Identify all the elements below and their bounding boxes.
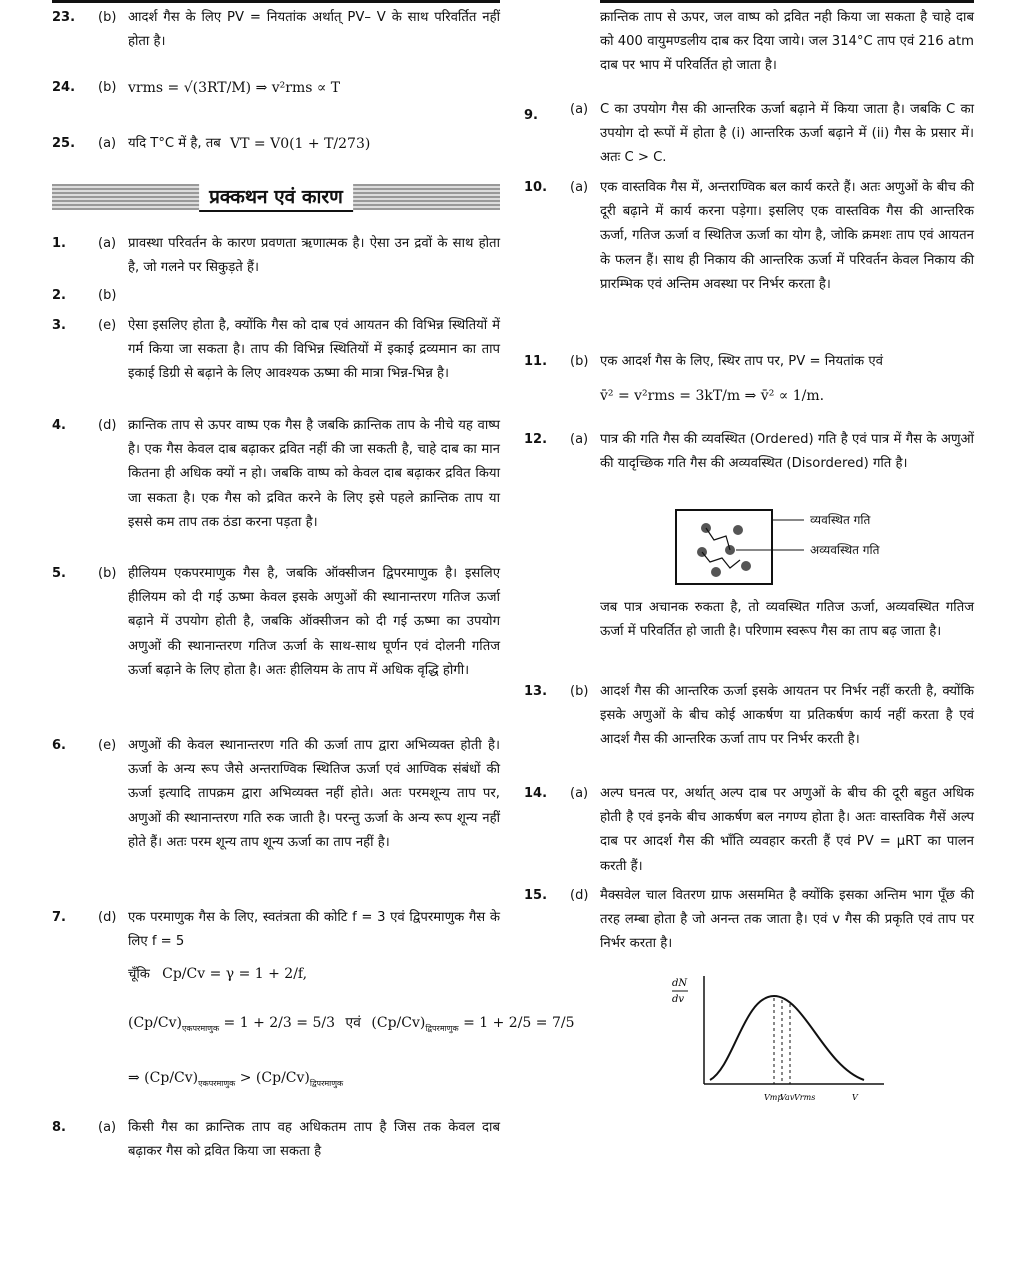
answer-option: (e) bbox=[98, 738, 117, 753]
molecule bbox=[711, 567, 721, 577]
answer-number: 7. bbox=[52, 910, 66, 925]
answer-text: आदर्श गैस के लिए PV = नियतांक अर्थात् PV– V के साथ परिवर्तित नहीं होता है। bbox=[128, 10, 500, 50]
answer-option: (d) bbox=[98, 910, 117, 925]
path-arrow bbox=[702, 552, 740, 568]
answer-text-after: जब पात्र अचानक रुकता है, तो व्यवस्थित गतिज ऊर्जा, अव्यवस्थित गतिज ऊर्जा में परिवर्तित हो जाती है। परिणाम स्वरूप गैस का ताप बढ़ जाता है। bbox=[600, 600, 974, 640]
answer-number: 12. bbox=[524, 432, 548, 447]
top-rule bbox=[600, 0, 974, 3]
answer-text: प्रावस्था परिवर्तन के कारण प्रवणता ऋणात्मक है। ऐसा उन द्रवों के साथ होता है, जो गलने पर सिकुड़ते हैं। bbox=[128, 236, 500, 276]
answer-option: (a) bbox=[570, 102, 589, 117]
answer-10 bbox=[524, 176, 974, 348]
answer-text: ऐसा इसलिए होता है, क्योंकि गैस को दाब एवं आयतन की विभिन्न स्थितियों में गर्म किया जा सकता है। ताप की विभिन्न स्थितियों में इकाई द्रव्यमान का ताप इकाई डिग्री से बढ़ाने के लिए आवश्यक ऊष्मा की मात्रा भिन्न-भिन्न है। bbox=[128, 318, 500, 382]
answer-text: C का उपयोग गैस की आन्तरिक ऊर्जा बढ़ाने में किया जाता है। जबकि C का उपयोग दो रूपों में होता है (i) आन्तरिक ऊर्जा बढ़ाने में (ii) गैस के प्रसार में। अतः C > C. bbox=[600, 102, 974, 166]
answer-25 bbox=[52, 124, 500, 166]
answer-number: 9. bbox=[524, 108, 538, 123]
label-ordered-motion: व्यवस्थित गति bbox=[810, 513, 871, 527]
vrms-label: Vrms bbox=[794, 1093, 816, 1102]
answer-option: (d) bbox=[570, 888, 589, 903]
answer-option: (b) bbox=[570, 354, 589, 369]
answer-24 bbox=[52, 66, 500, 108]
answer-text: मैक्सवेल चाल वितरण ग्राफ असममित है क्योंकि इसका अन्तिम भाग पूँछ की तरह लम्बा होता है जो अनन्त तक जाता है। एवं v गैस की प्रकृति एवं ताप पर निर्भर करता है। bbox=[600, 888, 974, 952]
container-box bbox=[676, 510, 772, 584]
heading-title: प्रक्कथन एवं कारण bbox=[199, 184, 353, 212]
answer-number: 10. bbox=[524, 180, 548, 195]
equation-gamma bbox=[128, 962, 307, 987]
and-word: एवं bbox=[345, 1014, 361, 1030]
answer-option: (b) bbox=[98, 288, 117, 303]
answer-text: क्रान्तिक ताप से ऊपर वाष्प एक गैस है जबकि क्रान्तिक ताप के नीचे यह वाष्प है। एक गैस केवल दाब बढ़ाकर द्रवित नहीं की जा सकती है, चाहे दाब का मान कितना ही अधिक क्यों न हो। जबकि वाष्प को केवल दाब बढ़ाकर द्रवित किया जा सकता है। एक गैस को द्रवित करने के लिए इसे पहले क्रान्तिक ताप या इससे कम ताप तक ठंडा करना पड़ता है। bbox=[128, 418, 500, 530]
answer-number: 1. bbox=[52, 236, 66, 251]
answer-text: अल्प घनत्व पर, अर्थात् अल्प दाब पर अणुओं के बीच की दूरी बहुत अधिक होती है एवं इनके बीच आकर्षण बल नगण्य होता है। अतः वास्तविक गैसें अल्प दाब पर आदर्श गैस की भाँति व्यवहार करती हैं एवं PV = μRT का पालन करती हैं। bbox=[600, 786, 974, 874]
equation-compare: ⇒ $(Cp/Cv)_{एकपरमाणुक} > (Cp/Cv)_{द्विपरमाणुक}$ bbox=[128, 1070, 344, 1088]
molecule bbox=[741, 561, 751, 571]
answer-option: (e) bbox=[98, 318, 117, 333]
answer-option: (b) bbox=[98, 566, 117, 581]
answer-text: यदि T°C में है, तब bbox=[128, 136, 221, 151]
answer-number: 15. bbox=[524, 888, 548, 903]
answer-13 bbox=[524, 680, 974, 776]
answer-option: (b) bbox=[98, 10, 117, 25]
answer-6 bbox=[52, 734, 500, 906]
top-rule bbox=[52, 0, 500, 3]
answer-text: अणुओं की केवल स्थानान्तरण गति की ऊर्जा ताप द्वारा अभिव्यक्त होती है। ऊर्जा के अन्य रूप जैसे अन्तराण्विक स्थितिज ऊर्जा एवं आण्विक संबंधों की ऊर्जा इत्यादि तापक्रम द्वारा अभिव्यक्त नहीं होते। अतः परमशून्य ताप पर, अणुओं की स्थानान्तरण गति रुक जाती है। परन्तु ऊर्जा के अन्य रूप शून्य नहीं होते हैं। अतः परम शून्य ताप शून्य ऊर्जा का ताप नहीं है। bbox=[128, 738, 500, 850]
answer-5 bbox=[52, 562, 500, 734]
vav-label: Vav bbox=[780, 1093, 795, 1102]
answer-option: (b) bbox=[570, 684, 589, 699]
distribution-curve bbox=[710, 996, 864, 1080]
answer-9 bbox=[524, 98, 974, 172]
ylabel-bottom: dv bbox=[672, 994, 685, 1005]
answer-text: हीलियम एकपरमाणुक गैस है, जबकि ऑक्सीजन द्विपरमाणुक है। इसलिए हीलियम को दी गई ऊष्मा केवल इसके अणुओं की स्थानान्तरण गतिज ऊर्जा बढ़ाने में उपयोग होती है, जबकि ऑक्सीजन को दी गई ऊष्मा का उपयोग अणुओं की स्थानान्तरण गतिज ऊर्जा के साथ-साथ घूर्णन एवं दोलनी गतिज ऊर्जा बढ़ाने के लिए होता है। अतः हीलियम के ताप में अधिक वृद्धि होगी। bbox=[128, 566, 500, 678]
answer-2 bbox=[52, 284, 500, 310]
answer-option: (a) bbox=[98, 236, 117, 251]
answer-option: (a) bbox=[98, 136, 117, 151]
answer-number: 4. bbox=[52, 418, 66, 433]
answer-number: 3. bbox=[52, 318, 66, 333]
answer-text: आदर्श गैस की आन्तरिक ऊर्जा इसके आयतन पर निर्भर नहीं करती है, क्योंकि इसके अणुओं के बीच कोई आकर्षण या प्रतिकर्षण कार्य नहीं करता है एवं आदर्श गैस की आन्तरिक ऊर्जा ताप पर निर्भर करती है। bbox=[600, 684, 974, 748]
answer-number: 13. bbox=[524, 684, 548, 699]
molecule bbox=[733, 525, 743, 535]
answer-23 bbox=[52, 6, 500, 56]
answer-option: (a) bbox=[570, 180, 589, 195]
answer-15 bbox=[524, 884, 974, 1114]
v-axis-label: V bbox=[852, 1093, 858, 1102]
answer-number: 23. bbox=[52, 10, 76, 25]
label-disordered-motion: अव्यवस्थित गति bbox=[810, 543, 880, 557]
answer-text: एक वास्तविक गैस में, अन्तराण्विक बल कार्य करते हैं। अतः अणुओं के बीच की दूरी बढ़ाने में कार्य करना पड़ेगा। इसलिए एक वास्तविक गैस की आन्तरिक ऊर्जा, गतिज ऊर्जा व स्थितिज ऊर्जा का योग है, जोकि क्रमशः ताप एवं आयतन के फलन हैं। साथ ही निकाय की आन्तरिक ऊर्जा में परिवर्तन केवल निकाय की प्रारम्भिक एवं अन्तिम अवस्था पर निर्भर करता है। bbox=[600, 180, 974, 292]
answer-number: 11. bbox=[524, 354, 548, 369]
answer-7 bbox=[52, 906, 575, 1116]
answer-11 bbox=[524, 350, 974, 420]
answer-3 bbox=[52, 314, 500, 414]
formula-volume: VT = V0(1 + T/273) bbox=[230, 136, 371, 152]
vmp-label: Vmp bbox=[764, 1093, 783, 1102]
sub-mono: एकपरमाणुक bbox=[198, 1078, 236, 1088]
answer-number: 6. bbox=[52, 738, 66, 753]
answer-text: एक आदर्श गैस के लिए, स्थिर ताप पर, PV = नियतांक एवं bbox=[600, 354, 883, 369]
formula-vsquared: v̄² = v²rms = 3kT/m ⇒ v̄² ∝ 1/m. bbox=[600, 388, 825, 404]
answer-number: 8. bbox=[52, 1120, 66, 1135]
answer-1 bbox=[52, 232, 500, 282]
ylabel-top: dN bbox=[672, 978, 688, 989]
section-heading bbox=[52, 180, 500, 214]
answer-option: (a) bbox=[570, 786, 589, 801]
sub-mono: एकपरमाणुक bbox=[181, 1023, 220, 1033]
answer-8-continued bbox=[524, 6, 974, 102]
answer-text: किसी गैस का क्रान्तिक ताप वह अधिकतम ताप है जिस तक केवल दाब बढ़ाकर गैस को द्रवित किया जा सकता है bbox=[128, 1120, 500, 1160]
equation-ratio: $(Cp/Cv)_{एकपरमाणुक} = 1 + 2/3 = 5/3$ एवं $(Cp/Cv)_{द्विपरमाणुक} = 1 + 2/5 = 7/5$ bbox=[128, 1014, 575, 1033]
answer-option: (d) bbox=[98, 418, 117, 433]
answer-8 bbox=[52, 1116, 500, 1166]
sub-di: द्विपरमाणुक bbox=[309, 1078, 344, 1088]
answer-option: (b) bbox=[98, 80, 117, 95]
answer-number: 5. bbox=[52, 566, 66, 581]
answer-number: 2. bbox=[52, 288, 66, 303]
answer-12 bbox=[524, 428, 974, 672]
answer-text: एक परमाणुक गैस के लिए, स्वतंत्रता की कोटि f = 3 एवं द्विपरमाणुक गैस के लिए f = 5 bbox=[128, 910, 500, 950]
formula-vrms: vrms = √(3RT/M) ⇒ v²rms ∝ T bbox=[128, 80, 341, 96]
answer-4 bbox=[52, 414, 500, 562]
sub-di: द्विपरमाणुक bbox=[425, 1023, 459, 1033]
formula-gamma: Cp/Cv = γ = 1 + 2/f, bbox=[162, 966, 308, 982]
since-word: चूँकि bbox=[128, 967, 150, 982]
answer-option: (a) bbox=[98, 1120, 117, 1135]
answer-number: 25. bbox=[52, 136, 76, 151]
answer-text: पात्र की गति गैस की व्यवस्थित (Ordered) गति है एवं पात्र में गैस के अणुओं की यादृच्छिक गति गैस की अव्यवस्थित (Disordered) गति है। bbox=[600, 432, 974, 472]
answer-14 bbox=[524, 782, 974, 878]
maxwell-distribution-graph bbox=[664, 966, 904, 1116]
answer-number: 14. bbox=[524, 786, 548, 801]
answer-number: 24. bbox=[52, 80, 76, 95]
answer-text: क्रान्तिक ताप से ऊपर, जल वाष्प को द्रवित नही किया जा सकता है चाहे दाब को 400 वायुमण्डलीय दाब कर दिया जाये। जल 314°C ताप एवं 216 atm दाब पर भाप में परिवर्तित हो जाता है। bbox=[600, 10, 974, 74]
answer-option: (a) bbox=[570, 432, 589, 447]
